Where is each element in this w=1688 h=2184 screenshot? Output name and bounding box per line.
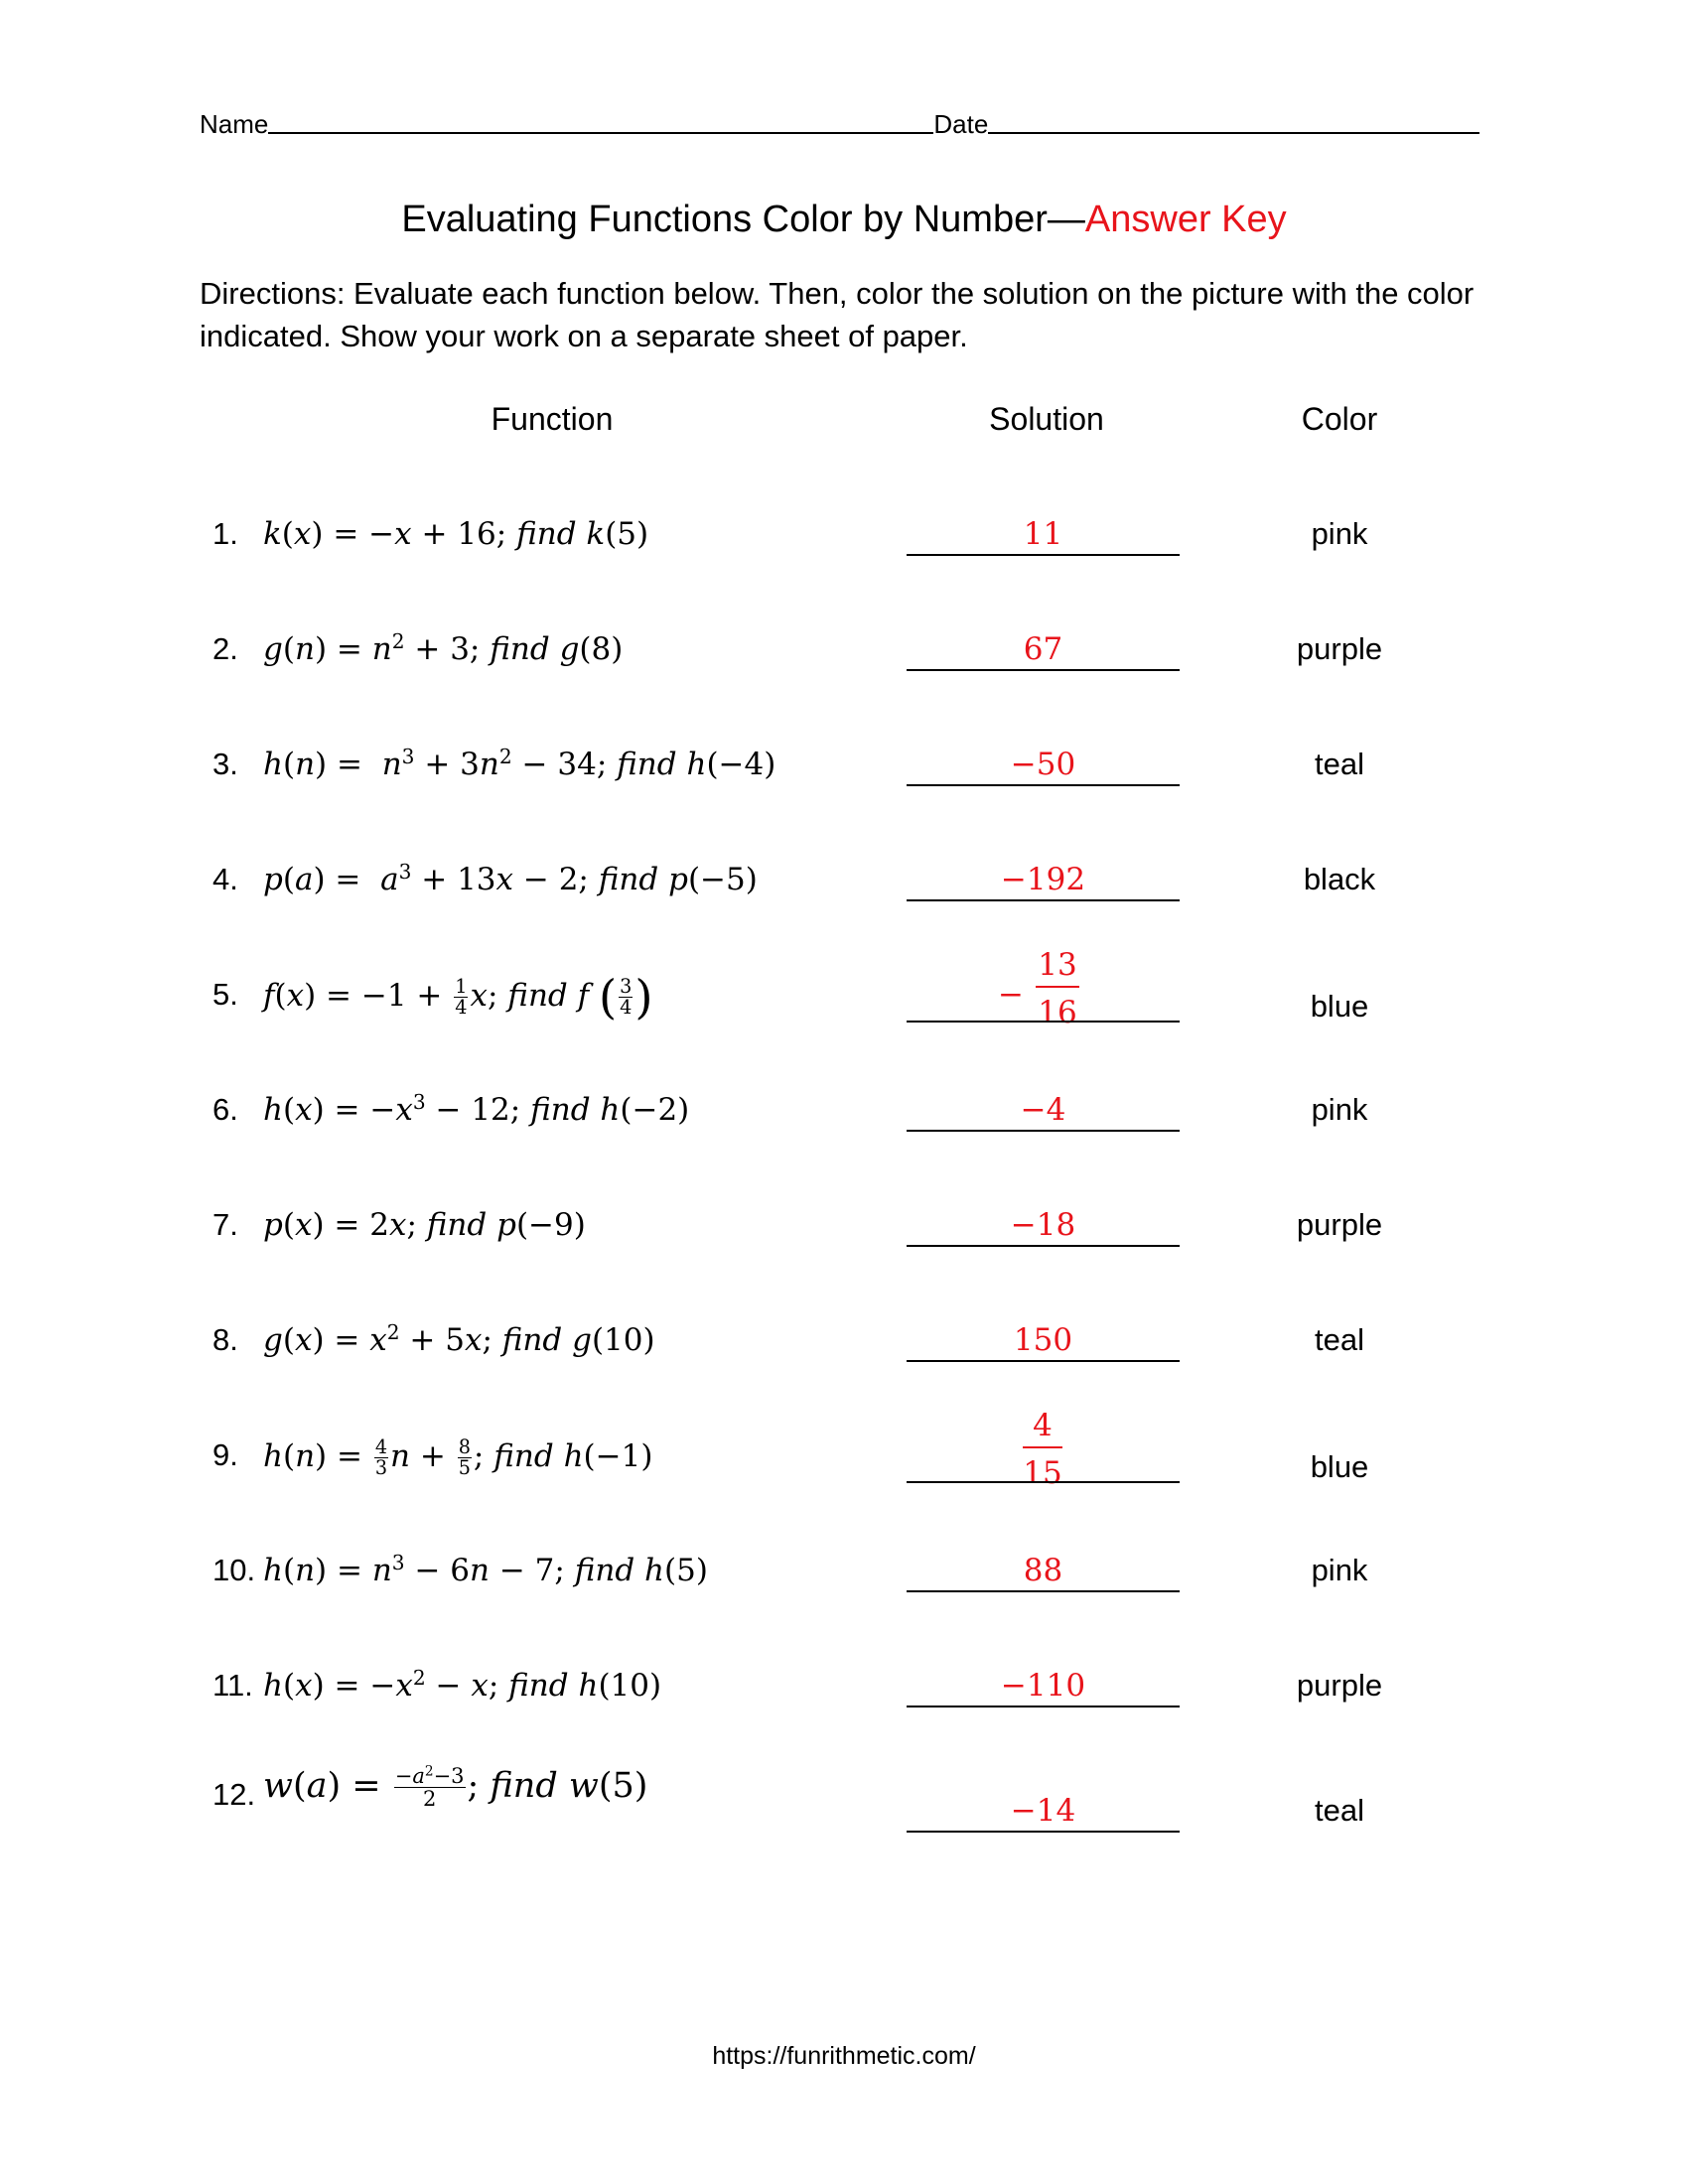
color-label: teal	[1315, 747, 1364, 781]
date-label: Date	[933, 109, 989, 139]
answer-value: 11	[1023, 516, 1063, 552]
problem-number: 4.	[212, 862, 238, 896]
color-label: pink	[1311, 516, 1368, 551]
function-expression: k(x) = −x + 16; find k(5)	[263, 516, 649, 552]
answer-line[interactable]	[907, 1481, 1180, 1483]
problem-number: 2.	[212, 631, 238, 666]
function-expression: $g(x) = x^2 + 5x$; find g(10)	[263, 1319, 655, 1358]
problem-number: 5.	[212, 977, 238, 1012]
answer-line[interactable]	[907, 1021, 1180, 1023]
answer-line[interactable]	[907, 784, 1180, 786]
column-header-solution: Solution	[989, 401, 1104, 437]
column-header-color: Color	[1301, 401, 1378, 437]
function-expression: f(x) = −1 + $\frac{1}{4}$ x; find f ( $\frac{3}{4}$ )	[263, 970, 653, 1024]
answer-line[interactable]	[907, 1590, 1180, 1592]
color-label: pink	[1311, 1092, 1368, 1127]
answer-fraction	[907, 939, 1180, 1038]
function-expression: $h(n) = n^3 + 3n^2 - 34$; find h(−4)	[263, 744, 776, 782]
problem-number: 1.	[212, 516, 238, 551]
color-label: blue	[1310, 1449, 1369, 1484]
function-expression: $g(n) = n^2 + 3$; find g(8)	[263, 628, 624, 667]
problem-row	[0, 947, 1688, 1030]
color-label: teal	[1315, 1793, 1364, 1828]
answer-line[interactable]	[907, 1360, 1180, 1362]
answer-line[interactable]	[907, 1130, 1180, 1132]
problem-number: 12.	[212, 1777, 256, 1812]
color-label: purple	[1296, 631, 1383, 666]
color-label: teal	[1315, 1322, 1364, 1357]
problem-row	[0, 1312, 1688, 1372]
answer-line[interactable]	[907, 1831, 1180, 1833]
problem-number: 6.	[212, 1092, 238, 1127]
problem-number: 11.	[212, 1668, 253, 1703]
function-expression: $h(n) = n^3 - 6n - 7$; find h(5)	[263, 1550, 708, 1588]
color-label: purple	[1296, 1668, 1383, 1703]
page-title	[0, 199, 1688, 241]
answer-line[interactable]	[907, 669, 1180, 671]
problem-row	[0, 621, 1688, 681]
function-expression: $p(a) = a^3 + 13x - 2$; find p(−5)	[263, 859, 758, 897]
function-expression: p(x) = 2x; find p(−9)	[263, 1207, 586, 1243]
answer-line[interactable]	[907, 1245, 1180, 1247]
function-expression: $h(x) = -x^2 - x$; find h(10)	[263, 1665, 662, 1704]
header-fields	[200, 103, 1479, 137]
title-accent: Answer Key	[1084, 199, 1287, 240]
answer-line[interactable]	[907, 1706, 1180, 1707]
answer-denominator: 16	[1038, 995, 1077, 1030]
problem-row	[0, 852, 1688, 911]
function-expression: w(a) = $\frac{-a^2-3}{2}$ ; find w(5)	[263, 1763, 648, 1812]
problem-row	[0, 506, 1688, 566]
name-label: Name	[200, 109, 269, 139]
answer-fraction	[907, 1400, 1180, 1499]
directions-text: Evaluate each function below. Then, color the solution on the picture with the color indicated. Show your work on a separate sheet of paper.	[200, 276, 1475, 353]
answer-value: −50	[1010, 747, 1076, 782]
problem-number: 10.	[212, 1553, 256, 1587]
problem-number: 3.	[212, 747, 238, 781]
function-expression: h(n) = $\frac{4}{3}$ n + $\frac{8}{5}$ ; find h(−1)	[263, 1435, 653, 1480]
answer-value: −14	[1010, 1793, 1076, 1829]
answer-value: 67	[1023, 631, 1063, 667]
function-expression: $h(x) = -x^3 - 12$; find h(−2)	[263, 1089, 690, 1128]
answer-line[interactable]	[907, 554, 1180, 556]
answer-denominator: 15	[1023, 1455, 1062, 1491]
answer-numerator: 4	[1033, 1408, 1053, 1443]
color-label: blue	[1310, 989, 1369, 1024]
answer-value: −192	[1000, 862, 1086, 897]
answer-value: 88	[1023, 1553, 1063, 1588]
title-main: Evaluating Functions Color by Number—	[401, 199, 1085, 240]
footer-url[interactable]: https://funrithmetic.com/	[712, 2042, 976, 2070]
problem-row	[0, 1197, 1688, 1257]
problem-row	[0, 1763, 1688, 1833]
problem-row	[0, 1408, 1688, 1491]
answer-line[interactable]	[907, 899, 1180, 901]
problem-row	[0, 1543, 1688, 1602]
column-header-function: Function	[491, 401, 614, 437]
answer-value: −110	[1000, 1668, 1086, 1704]
problem-number: 7.	[212, 1207, 238, 1242]
answer-fraction-sign: −	[998, 977, 1024, 1013]
answer-numerator: 13	[1038, 947, 1077, 983]
problem-row	[0, 1082, 1688, 1142]
color-label: pink	[1311, 1553, 1368, 1587]
answer-value: −18	[1010, 1207, 1076, 1243]
color-label: purple	[1296, 1207, 1383, 1242]
answer-value: 150	[1013, 1322, 1073, 1358]
problem-number: 8.	[212, 1322, 238, 1357]
problem-row	[0, 737, 1688, 796]
color-label: black	[1303, 862, 1376, 896]
problem-row	[0, 1658, 1688, 1717]
directions-label: Directions:	[200, 276, 346, 311]
directions	[200, 272, 1490, 357]
answer-value: −4	[1020, 1092, 1066, 1128]
problem-number: 9.	[212, 1437, 238, 1472]
name-blank[interactable]	[268, 132, 933, 134]
date-blank[interactable]	[988, 132, 1479, 134]
